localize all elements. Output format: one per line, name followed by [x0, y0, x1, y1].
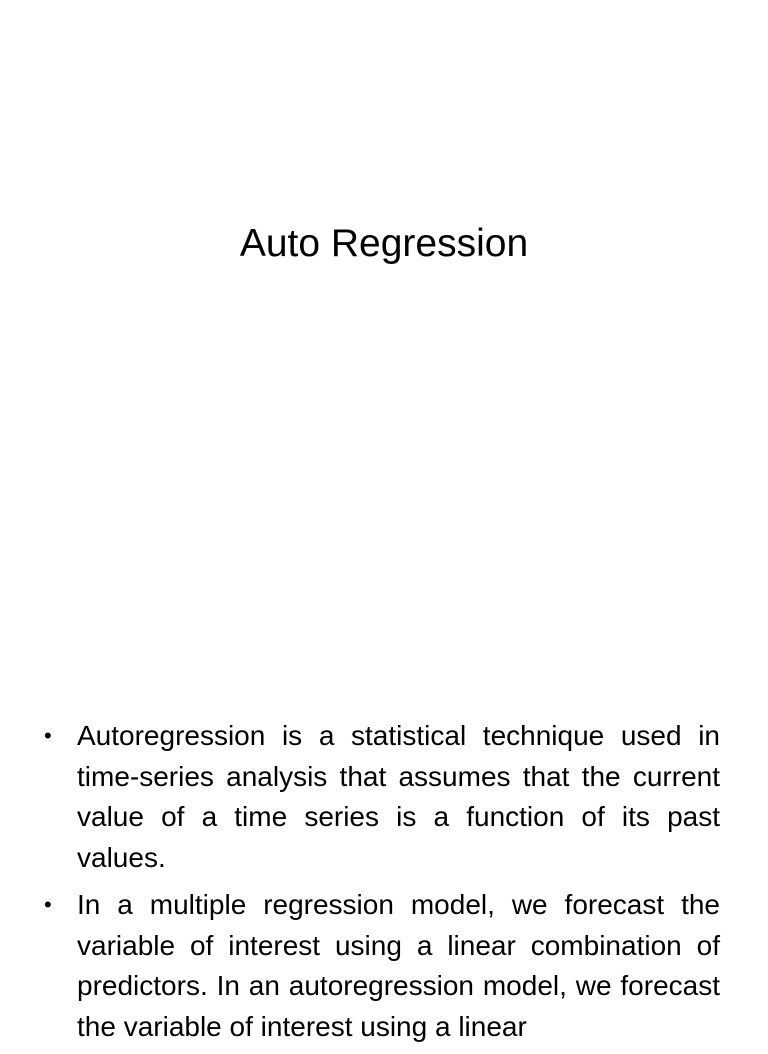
bullet-icon: •: [44, 723, 52, 748]
bullet-item: [40, 885, 720, 1047]
bullet-list: [40, 716, 720, 1054]
bullet-text: In a multiple regression model, we forecast the variable of interest using a linear combination of predictors. In an autoregression model, we forecast the variable of interest using a linear: [77, 889, 720, 1042]
slide-title: Auto Regression: [239, 222, 529, 265]
bullet-icon: •: [44, 892, 52, 917]
bullet-text: Autoregression is a statistical technique used in time-series analysis that assumes that the current value of a time series is a function of its past values.: [77, 720, 720, 873]
bullet-item: [40, 716, 720, 878]
